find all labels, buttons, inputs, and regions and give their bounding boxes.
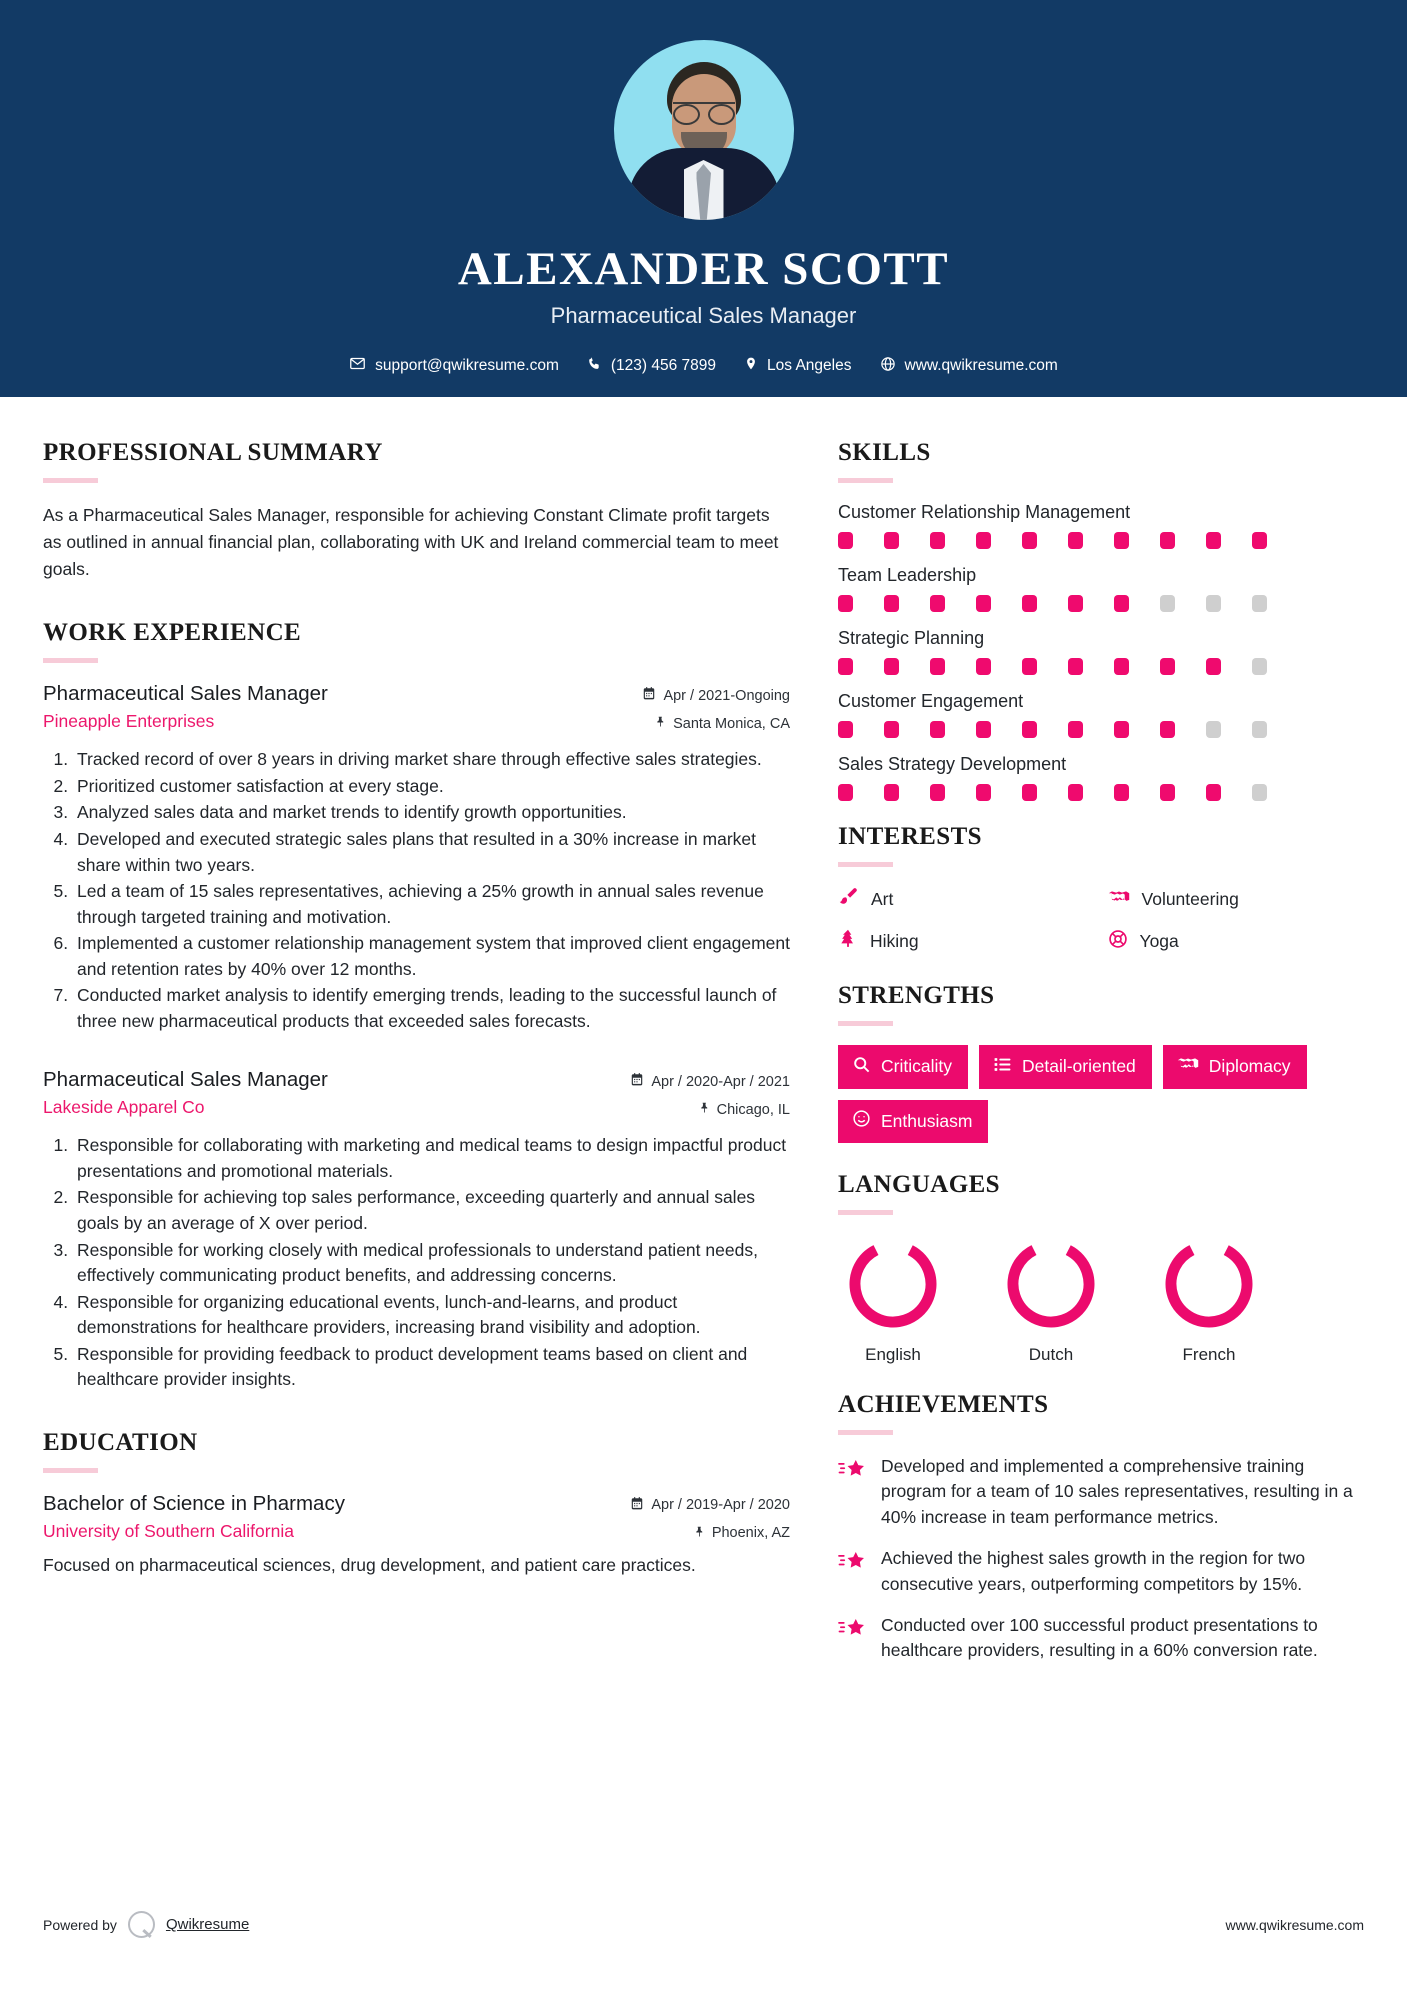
education-dates	[630, 1496, 790, 1515]
skill-dot	[1114, 784, 1129, 801]
calendar-icon	[630, 1496, 644, 1515]
skill-item	[838, 691, 1367, 738]
skill-dot	[930, 658, 945, 675]
contact-website-text: www.qwikresume.com	[904, 357, 1058, 374]
skill-rating	[838, 658, 1367, 675]
education-description: Focused on pharmaceutical sciences, drug development, and patient care practices.	[43, 1554, 696, 1575]
skill-dot	[1160, 721, 1175, 738]
section-underline	[838, 1210, 893, 1215]
job-entry	[43, 682, 790, 1034]
education-dates-text: Apr / 2019-Apr / 2020	[651, 1497, 790, 1514]
skill-rating	[838, 721, 1367, 738]
section-heading: ACHIEVEMENTS	[838, 1391, 1049, 1418]
interest-item	[1108, 886, 1368, 912]
handshake-icon	[1108, 887, 1130, 912]
resume-header	[0, 0, 1407, 397]
skill-dot	[1114, 532, 1129, 549]
calendar-icon	[642, 686, 656, 705]
section-underline	[43, 478, 98, 483]
skill-name: Team Leadership	[838, 565, 977, 585]
skill-dot	[1022, 658, 1037, 675]
section-heading: EDUCATION	[43, 1428, 198, 1456]
education-list	[43, 1492, 790, 1578]
job-bullet: 6. Implemented a customer relationship management system that improved client engagement and retention rates by 40% over 12 months.	[73, 931, 790, 982]
lifebuoy-icon	[1108, 929, 1128, 954]
section-underline	[838, 1430, 893, 1435]
section-work-experience	[43, 619, 790, 1392]
smiley-icon	[852, 1109, 871, 1133]
skill-dot	[1252, 532, 1267, 549]
powered-by-block	[43, 1911, 249, 1938]
section-underline	[43, 1468, 98, 1473]
strength-chip	[838, 1100, 988, 1143]
skill-dot	[1160, 658, 1175, 675]
skill-dot	[884, 532, 899, 549]
skill-name: Strategic Planning	[838, 628, 985, 648]
strength-label: Criticality	[881, 1056, 952, 1076]
map-pin-icon	[744, 355, 758, 377]
education-institution: University of Southern California	[43, 1520, 294, 1541]
skill-dot	[1252, 721, 1267, 738]
section-heading: STRENGTHS	[838, 982, 995, 1009]
qwikresume-brand-link[interactable]: Qwikresume	[165, 1916, 250, 1933]
job-organization: Pineapple Enterprises	[43, 711, 215, 732]
summary-text: As a Pharmaceutical Sales Manager, responsible for achieving Constant Climate profit targets as outlined in annual financial plan, collaborating with UK and Ireland commercial team to meet goals.	[43, 505, 779, 580]
magnifier-icon	[852, 1055, 871, 1079]
job-dates	[642, 686, 790, 705]
language-progress-ring	[1159, 1234, 1259, 1334]
contact-website[interactable]	[866, 356, 1072, 377]
contact-location[interactable]	[730, 355, 865, 377]
contact-bar	[335, 355, 1072, 377]
strength-list	[838, 1045, 1367, 1143]
tree-icon	[838, 928, 858, 954]
skill-dot	[976, 784, 991, 801]
contact-location-text: Los Angeles	[767, 357, 852, 374]
job-bullet: 2. Responsible for achieving top sales performance, exceeding quarterly and annual sales goals by an average of X over period.	[73, 1185, 790, 1236]
job-bullet: 5. Responsible for providing feedback to product development teams based on client and healthcare provider insights.	[73, 1342, 790, 1393]
interest-item	[1108, 928, 1368, 954]
interest-item	[838, 928, 1098, 954]
section-skills	[838, 439, 1367, 801]
envelope-icon	[349, 355, 366, 377]
star-icon	[838, 1546, 868, 1597]
skill-dot	[1160, 784, 1175, 801]
achievement-text: Developed and implemented a comprehensive training program for a team of 10 sales representatives, resulting in a 40% increase in team performance metrics.	[881, 1456, 1353, 1527]
section-interests	[838, 823, 1367, 954]
star-icon	[838, 1454, 868, 1530]
skill-dot	[1068, 784, 1083, 801]
globe-icon	[880, 356, 896, 377]
resume-body	[0, 397, 1407, 1680]
page-title: ALEXANDER SCOTT	[457, 243, 950, 295]
section-education	[43, 1429, 790, 1578]
pin-icon	[694, 1524, 705, 1543]
language-progress-ring	[843, 1234, 943, 1334]
section-heading: WORK EXPERIENCE	[43, 619, 302, 647]
skill-dot	[1206, 784, 1221, 801]
section-strengths	[838, 982, 1367, 1143]
education-location	[630, 1524, 790, 1543]
section-achievements	[838, 1391, 1367, 1664]
avatar	[614, 40, 794, 220]
job-organization: Lakeside Apparel Co	[43, 1097, 205, 1118]
achievement-item	[838, 1454, 1367, 1530]
job-bullet: 7. Conducted market analysis to identify emerging trends, leading to the successful launch of three new pharmaceutical products that exceeded sales forecasts.	[73, 983, 790, 1034]
skill-dot	[1068, 721, 1083, 738]
calendar-icon	[630, 1072, 644, 1091]
skill-dot	[1252, 784, 1267, 801]
skill-name: Customer Engagement	[838, 691, 1024, 711]
job-bullets	[43, 1133, 790, 1392]
education-entry	[43, 1492, 790, 1578]
skill-dot	[1022, 784, 1037, 801]
skill-dot	[1252, 595, 1267, 612]
skill-item	[838, 754, 1367, 801]
skill-dot	[976, 595, 991, 612]
skill-dot	[1206, 721, 1221, 738]
job-position: Pharmaceutical Sales Manager	[43, 682, 328, 706]
skill-dot	[930, 721, 945, 738]
job-bullet: 2. Prioritized customer satisfaction at every stage.	[73, 774, 790, 800]
skill-item	[838, 502, 1367, 549]
skill-dot	[930, 532, 945, 549]
skill-dot	[1022, 532, 1037, 549]
skill-dot	[1114, 658, 1129, 675]
skill-dot	[976, 721, 991, 738]
skill-dot	[884, 721, 899, 738]
language-label: English	[865, 1345, 921, 1364]
job-location	[642, 714, 790, 733]
job-list	[43, 682, 790, 1392]
skill-dot	[1114, 721, 1129, 738]
skill-list	[838, 502, 1367, 801]
education-degree: Bachelor of Science in Pharmacy	[43, 1491, 345, 1515]
footer-site-url: www.qwikresume.com	[1225, 1916, 1364, 1933]
job-location-text: Chicago, IL	[716, 1101, 790, 1118]
skill-dot	[884, 658, 899, 675]
skill-dot	[930, 784, 945, 801]
interest-label: Art	[871, 888, 894, 909]
language-label: French	[1182, 1345, 1236, 1364]
strength-label: Detail-oriented	[1021, 1056, 1136, 1076]
achievement-item	[838, 1613, 1367, 1664]
powered-by-label: Powered by	[43, 1916, 117, 1933]
job-location-text: Santa Monica, CA	[673, 715, 790, 732]
contact-phone-text: (123) 456 7899	[610, 357, 717, 374]
education-location-text: Phoenix, AZ	[711, 1525, 790, 1542]
interest-label: Volunteering	[1141, 888, 1239, 909]
skill-dot	[1206, 532, 1221, 549]
section-underline	[838, 1021, 893, 1026]
language-list	[838, 1234, 1367, 1365]
skill-dot	[1114, 595, 1129, 612]
handshake-icon	[1177, 1054, 1199, 1079]
language-item	[1154, 1234, 1264, 1365]
skill-dot	[838, 595, 853, 612]
skill-dot	[1160, 532, 1175, 549]
achievement-list	[838, 1454, 1367, 1664]
skill-dot	[1068, 532, 1083, 549]
contact-phone[interactable]	[573, 356, 730, 376]
skill-rating	[838, 595, 1367, 612]
skill-item	[838, 565, 1367, 612]
right-column	[830, 397, 1407, 1680]
language-item	[996, 1234, 1106, 1365]
skill-dot	[930, 595, 945, 612]
footer	[0, 1911, 1407, 1938]
skill-rating	[838, 532, 1367, 549]
section-heading: PROFESSIONAL SUMMARY	[43, 439, 383, 466]
skill-dot	[884, 784, 899, 801]
interest-label: Hiking	[870, 930, 919, 951]
pin-icon	[699, 1100, 710, 1119]
language-item	[838, 1234, 948, 1365]
job-location	[630, 1100, 790, 1119]
job-dates-text: Apr / 2020-Apr / 2021	[651, 1073, 790, 1090]
job-bullet: 3. Responsible for working closely with medical professionals to understand patient needs, effectively communicating product benefits, and addressing concerns.	[73, 1238, 790, 1289]
interest-label: Yoga	[1139, 930, 1179, 951]
skill-dot	[838, 721, 853, 738]
interest-list	[838, 886, 1367, 954]
job-bullet: 1. Tracked record of over 8 years in driving market share through effective sales strategies.	[73, 747, 790, 773]
language-progress-ring	[1001, 1234, 1101, 1334]
section-heading: LANGUAGES	[838, 1171, 1000, 1198]
skill-dot	[1206, 595, 1221, 612]
section-underline	[43, 658, 98, 663]
contact-email[interactable]	[335, 355, 573, 377]
job-entry	[43, 1068, 790, 1392]
job-bullet: 1. Responsible for collaborating with marketing and medical teams to design impactful product presentations and promotional materials.	[73, 1133, 790, 1184]
skill-dot	[838, 658, 853, 675]
pin-icon	[655, 714, 666, 733]
skill-dot	[1068, 595, 1083, 612]
skill-dot	[1022, 721, 1037, 738]
job-dates	[630, 1072, 790, 1091]
phone-icon	[587, 356, 602, 376]
job-bullet: 5. Led a team of 15 sales representatives, achieving a 25% growth in annual sales revenue through targeted training and motivation.	[73, 879, 790, 930]
achievement-text: Achieved the highest sales growth in the region for two consecutive years, outperforming competitors by 15%.	[881, 1548, 1306, 1594]
section-languages	[838, 1171, 1367, 1365]
avatar-glasses-icon	[673, 102, 735, 119]
left-column	[0, 397, 830, 1680]
contact-email-text: support@qwikresume.com	[375, 357, 559, 374]
skill-dot	[838, 532, 853, 549]
job-bullet: 3. Analyzed sales data and market trends to identify growth opportunities.	[73, 800, 790, 826]
strength-chip	[979, 1045, 1152, 1089]
skill-dot	[838, 784, 853, 801]
skill-dot	[1068, 658, 1083, 675]
achievement-text: Conducted over 100 successful product presentations to healthcare providers, resulting in a 60% conversion rate.	[881, 1614, 1318, 1661]
section-heading: INTERESTS	[838, 823, 982, 850]
skill-dot	[1022, 595, 1037, 612]
section-underline	[838, 478, 893, 483]
strength-label: Enthusiasm	[881, 1110, 973, 1131]
star-icon	[838, 1613, 868, 1664]
job-position: Pharmaceutical Sales Manager	[43, 1068, 328, 1092]
skill-dot	[1206, 658, 1221, 675]
strength-chip	[838, 1045, 968, 1089]
skill-dot	[1252, 658, 1267, 675]
skill-name: Customer Relationship Management	[838, 502, 1131, 522]
job-bullet: 4. Responsible for organizing educational events, lunch-and-learns, and product demonstrations for healthcare providers, increasing brand visibility and adoption.	[73, 1290, 790, 1341]
job-bullet: 4. Developed and executed strategic sales plans that resulted in a 30% increase in market share within two years.	[73, 827, 790, 878]
section-heading: SKILLS	[838, 439, 931, 466]
strength-chip	[1163, 1045, 1307, 1089]
skill-dot	[884, 595, 899, 612]
skill-name: Sales Strategy Development	[838, 754, 1067, 774]
paintbrush-icon	[838, 886, 859, 912]
skill-rating	[838, 784, 1367, 801]
skill-item	[838, 628, 1367, 675]
section-underline	[838, 862, 893, 867]
job-dates-text: Apr / 2021-Ongoing	[663, 687, 790, 704]
skill-dot	[976, 532, 991, 549]
qwikresume-logo-icon	[128, 1911, 155, 1938]
language-label: Dutch	[1028, 1345, 1074, 1364]
interest-item	[838, 886, 1098, 912]
strength-label: Diplomacy	[1208, 1056, 1291, 1076]
header-job-title: Pharmaceutical Sales Manager	[550, 303, 857, 328]
list-icon	[993, 1055, 1012, 1079]
job-bullets	[43, 747, 790, 1034]
section-professional-summary	[43, 439, 790, 583]
achievement-item	[838, 1546, 1367, 1597]
skill-dot	[976, 658, 991, 675]
skill-dot	[1160, 595, 1175, 612]
